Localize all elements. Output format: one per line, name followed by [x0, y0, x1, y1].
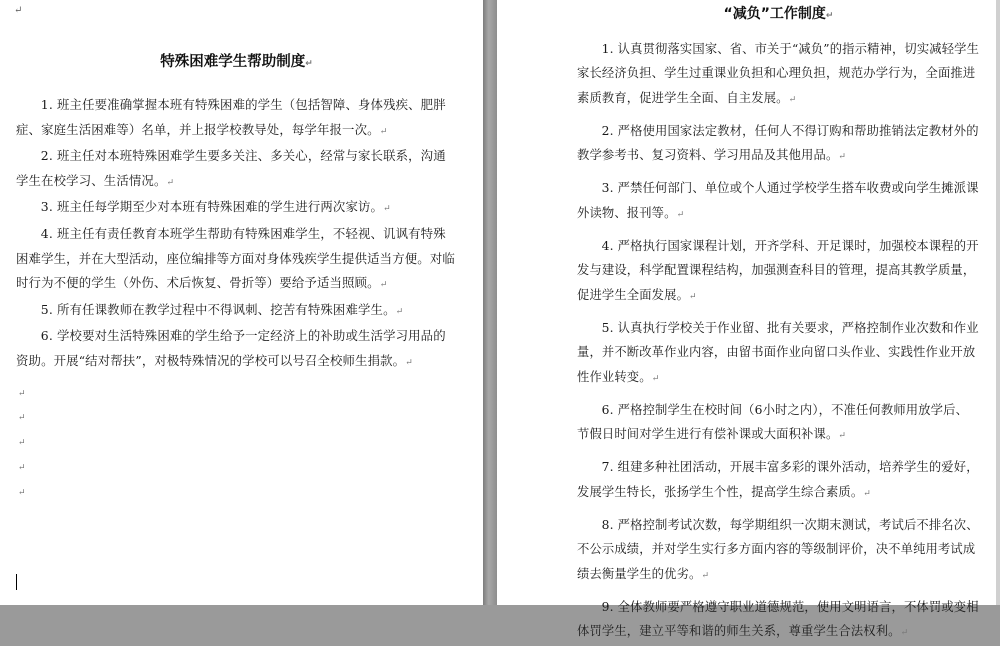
blank-lines	[16, 382, 457, 506]
paragraph-mark: ↵	[18, 413, 26, 424]
paragraph: 5. 所有任课教师在教学过程中不得讽刺、挖苦有特殊困难学生。↵	[40, 301, 404, 317]
paragraph: 4. 班主任有责任教育本班学生帮助有特殊困难学生，不轻视、讥讽有特殊困难学生，并在大型活动，座位编排等方面对身体残疾学生提供适当方便。对临时行为不便的学生（外伤、术后恢复、骨折等）要给予适当照顾。↵	[16, 225, 455, 291]
document-page-right[interactable]	[497, 0, 1000, 639]
paragraph: 5. 认真执行学校关于作业留、批有关要求，严格控制作业次数和作业量，并不断改革作业内容，由留书面作业向留口头作业、实践性作业开放性作业转变。↵	[577, 320, 979, 384]
paragraph: 2. 严格使用国家法定教材，任何人不得订购和帮助推销法定教材外的教学参考书、复习资料、学习用品及其他用品。↵	[577, 123, 979, 163]
paragraph: 3. 严禁任何部门、单位或个人通过学校学生搭车收费或向学生摊派课外读物、报刊等。↵	[577, 181, 979, 220]
paragraph-mark: ↵	[18, 388, 26, 399]
paragraph: 6. 学校要对生活特殊困难的学生给予一定经济上的补助或生活学习用品的资助。开展“结对帮扶”，对极特殊情况的学校可以号召全校师生捐款。↵	[16, 328, 446, 368]
page-gap	[483, 0, 497, 605]
paragraph-list-right	[577, 37, 980, 646]
text-cursor	[16, 574, 17, 590]
scrollbar[interactable]	[996, 0, 1000, 605]
paragraph: 1. 班主任要准确掌握本班有特殊困难的学生（包括智障、身体残疾、肥胖症、家庭生活困难等）名单，并上报学校教导处，每学年报一次。↵	[16, 97, 446, 137]
paragraph-mark: ↵	[18, 438, 26, 449]
paragraph-mark: ↵	[14, 5, 23, 16]
paragraph-mark: ↵	[18, 487, 26, 498]
paragraph: 1. 认真贯彻落实国家、省、市关于“减负”的指示精神，切实减轻学生家长经济负担、学生过重课业负担和心理负担，规范办学行为，全面推进素质教育，促进学生全面、自主发展。↵	[577, 42, 980, 105]
page-title-left: 特殊困难学生帮助制度↵	[160, 54, 313, 70]
document-page-left[interactable]	[0, 0, 483, 605]
paragraph: 8. 严格控制考试次数，每学期组织一次期末测试，考试后不排名次、不公示成绩，并对学生实行多方面内容的等级制评价，决不单纯用考试成绩去衡量学生的优劣。↵	[577, 518, 979, 581]
paragraph: 6. 严格控制学生在校时间（6小时之内），不准任何教师用放学后、节假日时间对学生进行有偿补课或大面积补课。↵	[577, 402, 969, 442]
paragraph: 4. 严格执行国家课程计划，开齐学科、开足课时，加强校本课程的开发与建设，科学配置课程结构，加强测查科目的管理，提高其教学质量，促进学生全面发展。↵	[577, 239, 979, 302]
paragraph: 3. 班主任每学期至少对本班有特殊困难的学生进行两次家访。↵	[40, 199, 391, 215]
paragraph-list-left	[16, 93, 457, 376]
paragraph-mark: ↵	[18, 462, 26, 473]
paragraph: 2. 班主任对本班特殊困难学生要多关注、多关心，经常与家长联系，沟通学生在校学习、生活情况。↵	[16, 148, 446, 188]
page-title-right: “减负”工作制度↵	[723, 6, 834, 22]
paragraph: 9. 全体教师要严格遵守职业道德规范，使用文明语言，不体罚或变相体罚学生，建立平等和谐的师生关系，尊重学生合法权利。↵	[577, 599, 979, 639]
paragraph: 7. 组建多种社团活动，开展丰富多彩的课外活动，培养学生的爱好，发展学生特长，张扬学生个性，提高学生综合素质。↵	[577, 460, 979, 499]
